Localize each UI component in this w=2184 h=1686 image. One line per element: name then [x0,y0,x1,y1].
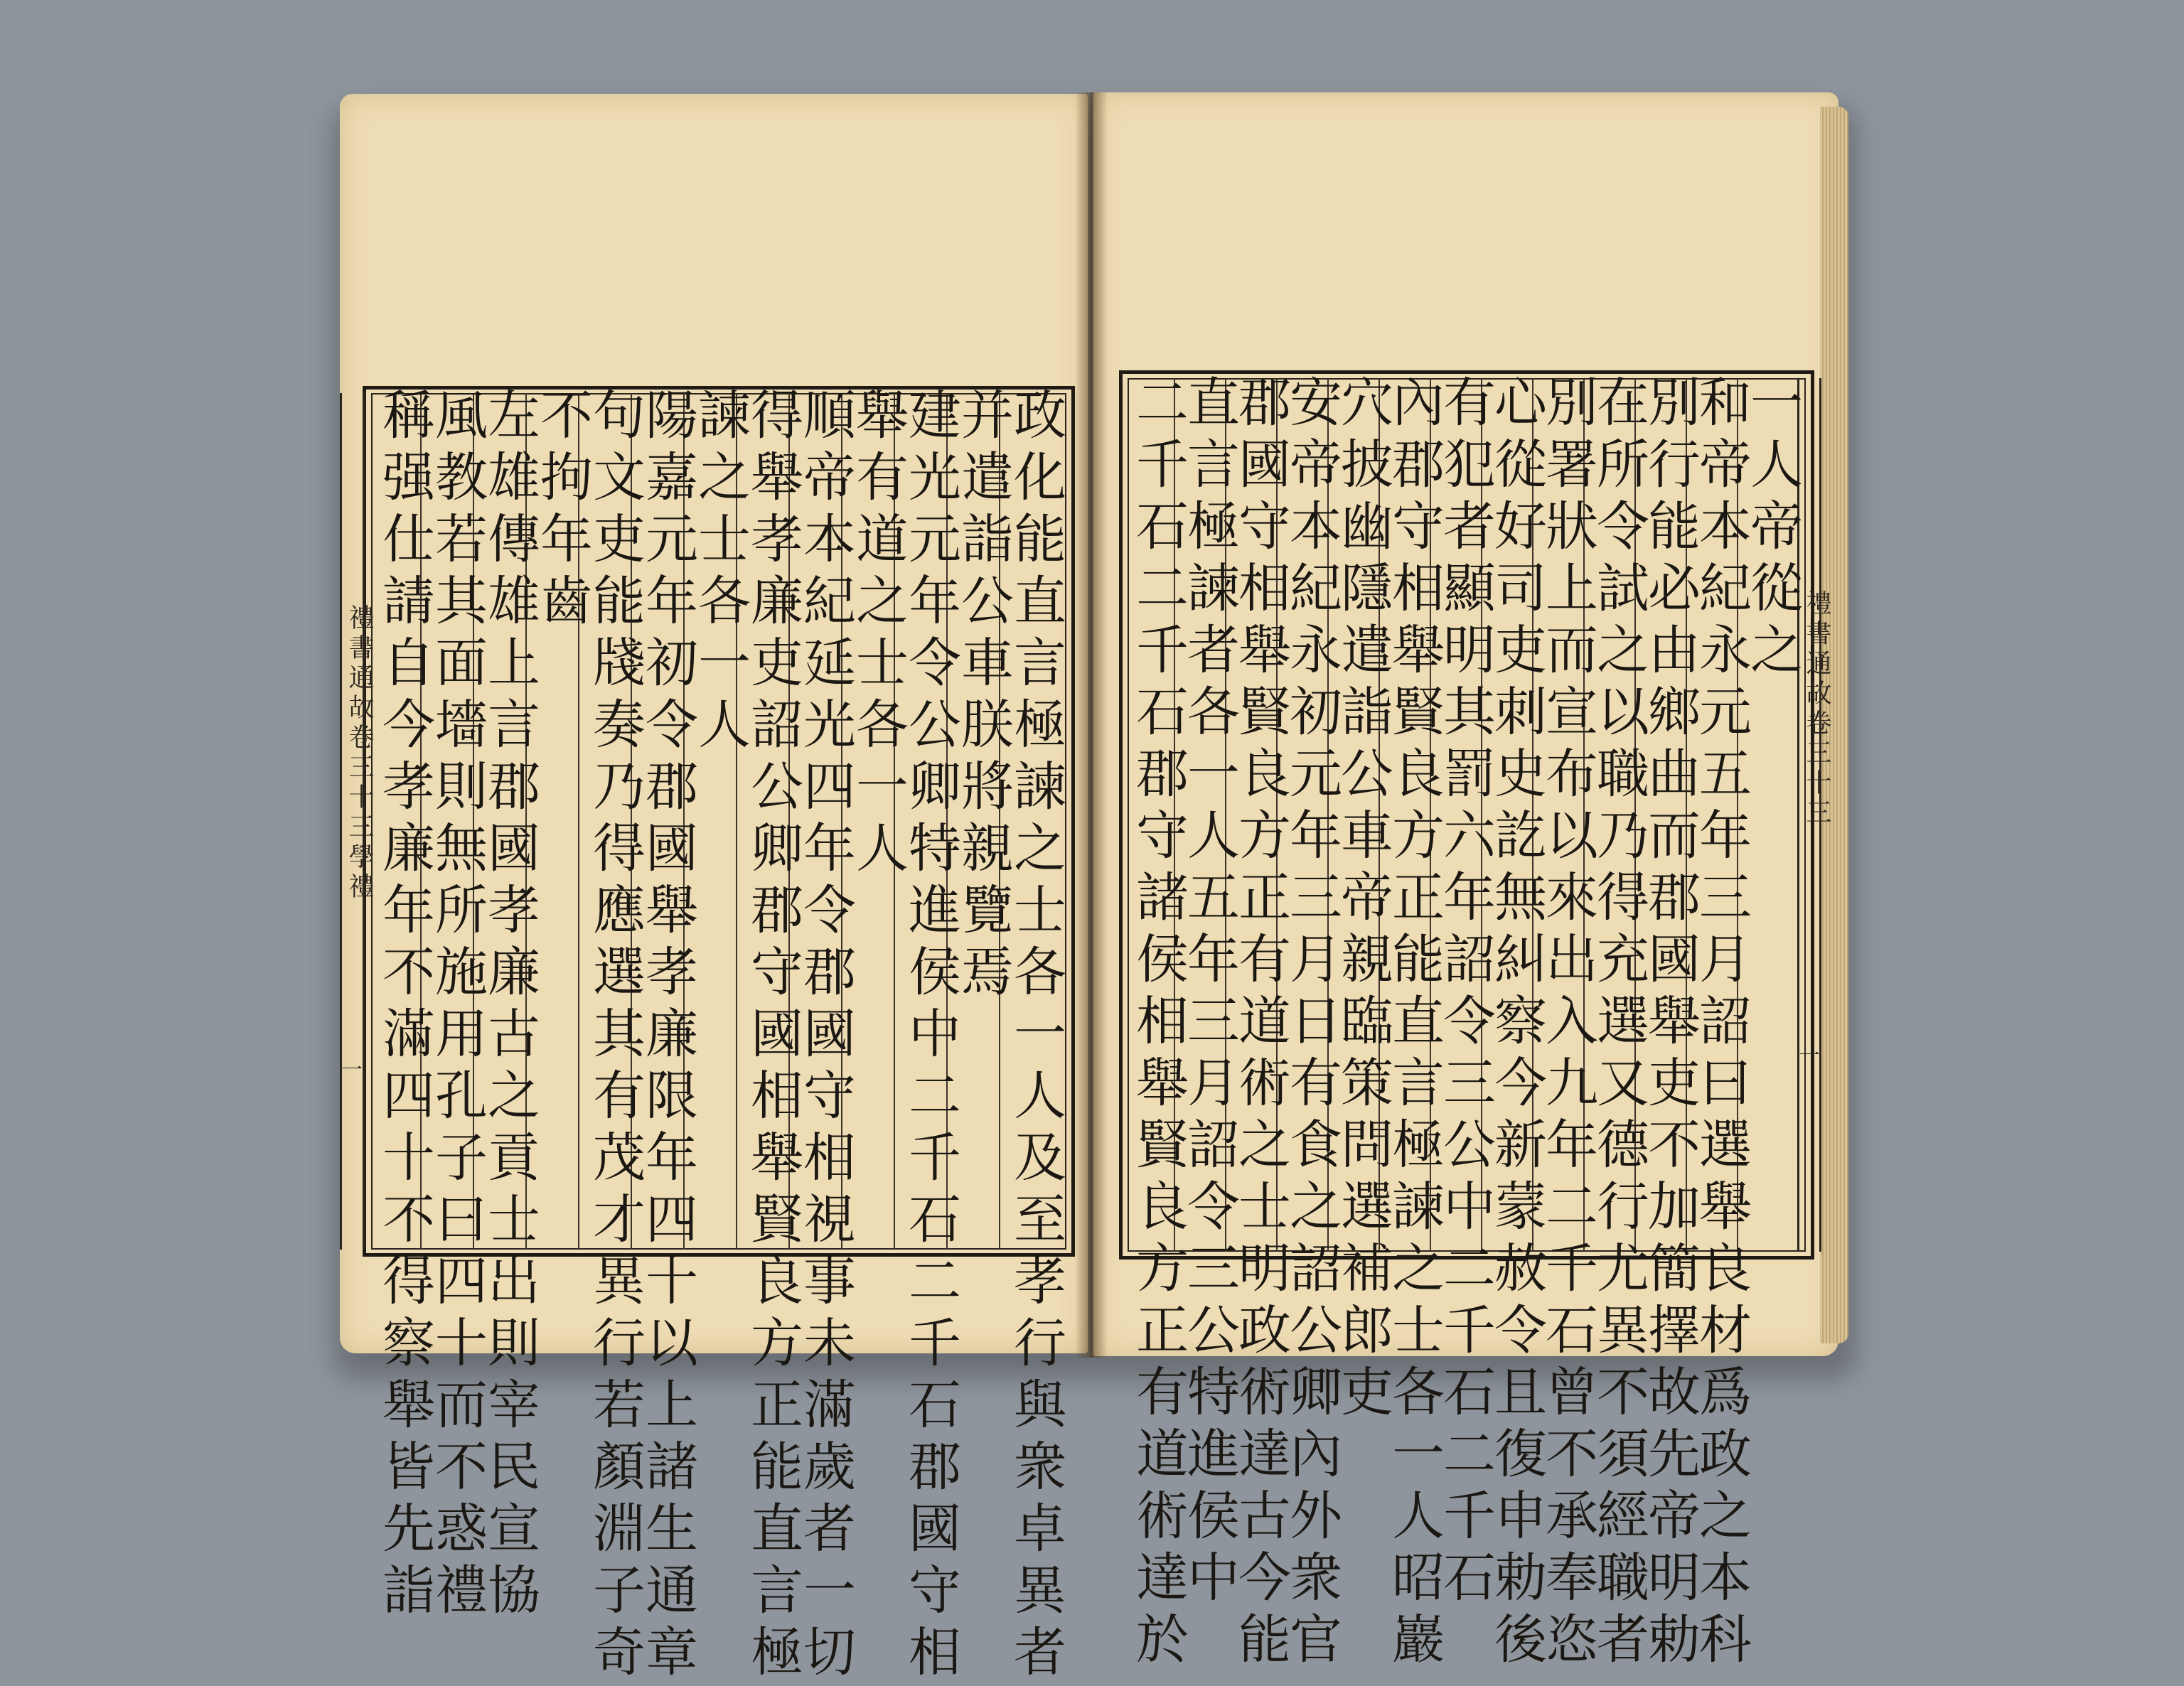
left-page-number: 一 [341,1058,363,1083]
text-column: 不拘年齒 [532,387,593,635]
text-column: 諫之士各一人 [690,387,751,758]
text-column: 在所令試之以職乃得充選又德行尤異不須經職者 [1588,375,1649,1673]
text-column: 內郡守相舉賢良方正能直言極諫之士各一人昭巖 [1383,375,1445,1673]
text-column: 并遣詣公車朕將親覽焉 [953,387,1014,1006]
text-column: 別行能必由鄉曲而郡國舉吏不加簡擇故先帝明勅 [1639,375,1701,1673]
text-column: 和帝本紀永元五年三月詔曰選舉良材爲政之本科 [1691,375,1752,1673]
text-column: 風教若其面墻則無所施用孔子曰四十而不惑禮 [427,387,488,1624]
text-column: 一人帝從之 [1742,375,1803,684]
text-column: 句文吏能牋奏乃得應選其有茂才異行若顏淵子奇 [584,387,646,1686]
text-column: 安帝本紀永初元年三月日有食之詔公卿內外衆官 [1281,375,1342,1673]
text-column: 稱强仕請自今孝廉年不滿四十不得察舉皆先詣 [374,387,435,1624]
text-column: 建光元年令公卿特進侯中二千石二千石郡國守相 [900,387,961,1686]
text-column: 二千石二千石郡守諸侯相舉賢良方正有道術達於 [1128,375,1189,1673]
text-column: 順帝本紀延光四年令郡國守相視事未滿歲者一切 [795,387,856,1686]
text-column: 舉有道之士各一人 [847,387,909,882]
right-page-number: 一 [1799,1043,1820,1068]
text-column: 左雄傳雄上言郡國孝廉古之貢士出則宰民宣協 [479,387,540,1624]
text-column: 有犯者顯明其罰六年詔令三公中二千石二千石 [1435,375,1496,1611]
text-column: 陽嘉元年初令郡國舉孝廉限年四十以上諸生通章 [637,387,698,1686]
book-gutter [1075,92,1108,1358]
text-column: 得舉孝廉吏詔公卿郡守國相舉賢良方正能直言極 [742,387,803,1686]
text-column: 心從好司吏刺史訖無糾察今新蒙赦令且復申勅後 [1486,375,1547,1673]
text-column: 郡國守相舉賢良方正有道術之士明政術達古今能 [1230,375,1291,1673]
right-margin-title: 禮書通故卷三十三 [1802,590,1831,829]
text-column: 政化能直言極諫之士各一人及至孝行與衆卓異者 [1005,387,1066,1686]
text-column: 直言極諫者各一人五年三月詔令三公特進侯中 [1179,375,1240,1611]
text-column: 穴披幽隱遣詣公車帝親臨策問選補郎吏 [1332,375,1393,1426]
left-margin-title: 禮書通故卷三十三學禮 [345,604,374,903]
text-column: 別署狀上而宣布以來出入九年二千石曾不承奉恣 [1537,375,1598,1673]
